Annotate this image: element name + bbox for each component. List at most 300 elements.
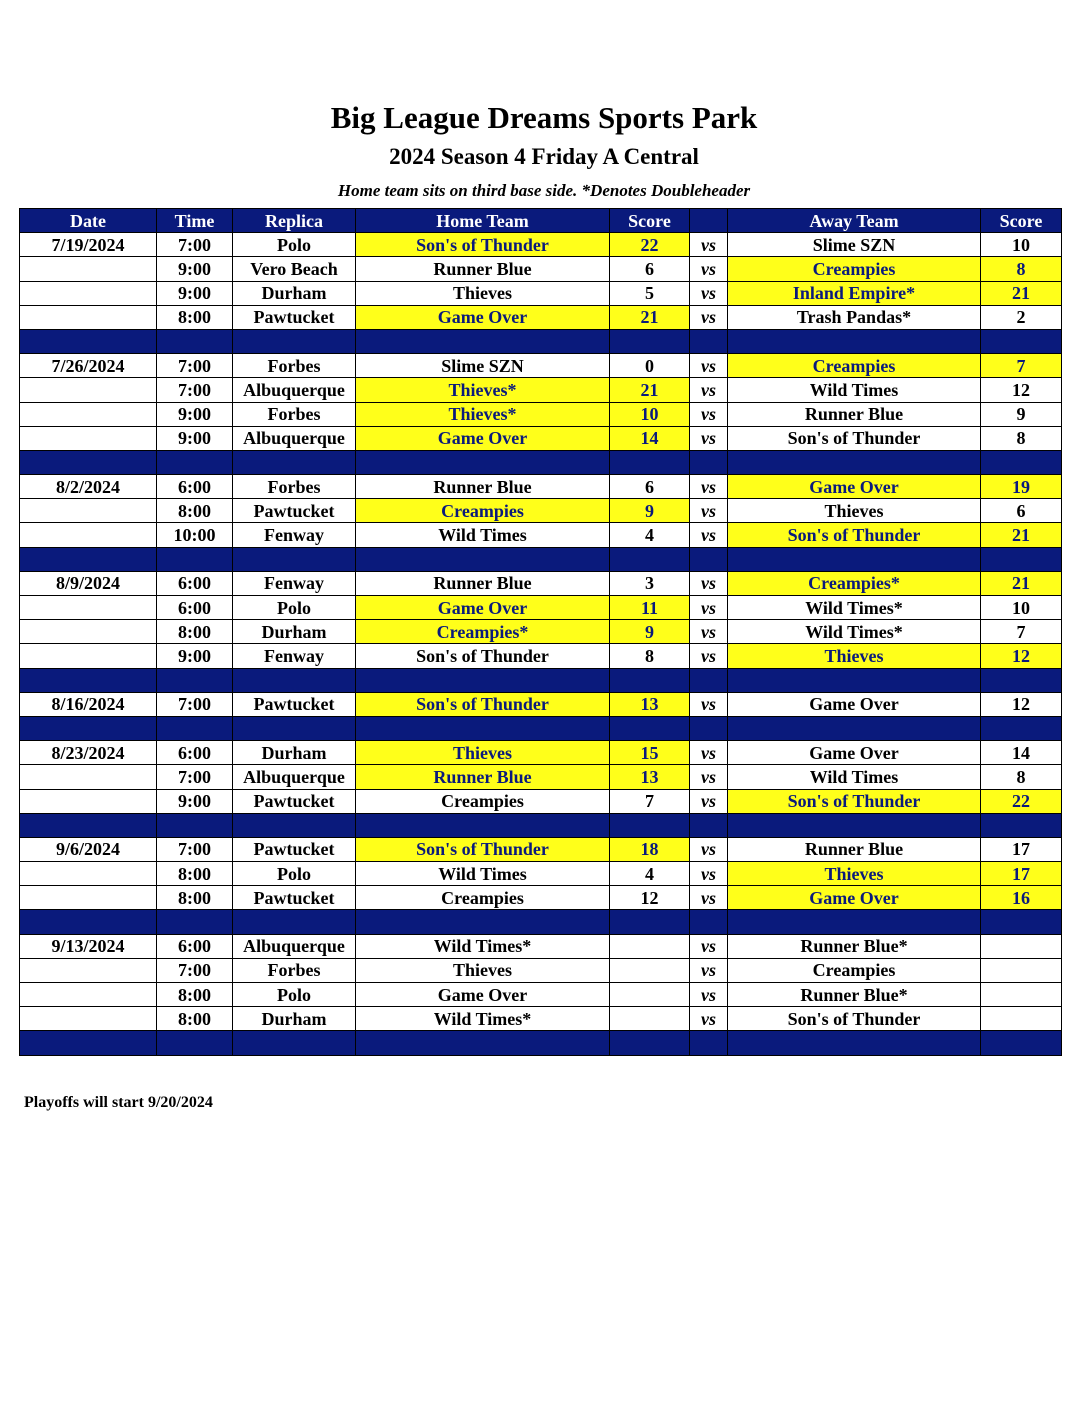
date-cell	[20, 402, 157, 426]
away-score-cell: 2	[981, 305, 1062, 329]
vs-cell: vs	[690, 1007, 728, 1031]
away-score-cell: 7	[981, 620, 1062, 644]
time-cell: 8:00	[157, 983, 233, 1007]
away-team-cell: Creampies	[728, 958, 981, 982]
separator-cell	[20, 450, 157, 474]
home-team-cell: Wild Times	[356, 523, 610, 547]
game-row	[20, 886, 1062, 910]
separator-cell	[690, 716, 728, 740]
vs-cell: vs	[690, 354, 728, 378]
away-team-cell: Game Over	[728, 741, 981, 765]
replica-cell: Albuquerque	[233, 934, 356, 958]
game-row	[20, 765, 1062, 789]
time-cell: 6:00	[157, 596, 233, 620]
time-cell: 8:00	[157, 620, 233, 644]
separator-cell	[690, 1031, 728, 1055]
separator-cell	[610, 668, 690, 692]
away-team-cell: Creampies	[728, 257, 981, 281]
away-team-cell: Wild Times*	[728, 620, 981, 644]
replica-cell: Forbes	[233, 402, 356, 426]
home-score-cell: 4	[610, 523, 690, 547]
home-team-cell: Wild Times*	[356, 1007, 610, 1031]
vs-cell: vs	[690, 934, 728, 958]
col-header-away-score: Score	[981, 209, 1062, 233]
away-team-cell: Son's of Thunder	[728, 426, 981, 450]
home-team-cell: Runner Blue	[356, 257, 610, 281]
replica-cell: Albuquerque	[233, 426, 356, 450]
date-cell	[20, 378, 157, 402]
separator-cell	[728, 813, 981, 837]
home-score-cell: 6	[610, 257, 690, 281]
home-team-cell: Son's of Thunder	[356, 692, 610, 716]
replica-cell: Albuquerque	[233, 378, 356, 402]
vs-cell: vs	[690, 596, 728, 620]
time-cell: 7:00	[157, 378, 233, 402]
away-team-cell: Game Over	[728, 886, 981, 910]
game-row	[20, 426, 1062, 450]
date-cell	[20, 958, 157, 982]
header-row	[20, 209, 1062, 233]
separator-cell	[20, 668, 157, 692]
separator-cell	[356, 547, 610, 571]
separator-cell	[690, 329, 728, 353]
separator-cell	[610, 910, 690, 934]
time-cell: 9:00	[157, 257, 233, 281]
away-team-cell: Runner Blue*	[728, 983, 981, 1007]
separator-cell	[157, 716, 233, 740]
separator-cell	[233, 329, 356, 353]
home-score-cell: 13	[610, 765, 690, 789]
time-cell: 7:00	[157, 692, 233, 716]
date-cell	[20, 281, 157, 305]
separator-cell	[728, 668, 981, 692]
away-team-cell: Wild Times	[728, 378, 981, 402]
away-score-cell: 17	[981, 837, 1062, 861]
away-team-cell: Wild Times*	[728, 596, 981, 620]
time-cell: 9:00	[157, 281, 233, 305]
col-header-replica: Replica	[233, 209, 356, 233]
separator-cell	[981, 716, 1062, 740]
col-header-away-team: Away Team	[728, 209, 981, 233]
away-score-cell: 12	[981, 692, 1062, 716]
separator-cell	[356, 1031, 610, 1055]
home-score-cell	[610, 1007, 690, 1031]
away-score-cell: 14	[981, 741, 1062, 765]
separator-cell	[690, 547, 728, 571]
date-cell: 9/6/2024	[20, 837, 157, 861]
schedule-body	[20, 233, 1062, 1055]
home-score-cell: 21	[610, 378, 690, 402]
separator-cell	[356, 813, 610, 837]
vs-cell: vs	[690, 862, 728, 886]
home-team-cell: Creampies	[356, 499, 610, 523]
home-team-cell: Son's of Thunder	[356, 233, 610, 257]
home-score-cell: 21	[610, 305, 690, 329]
away-score-cell: 10	[981, 596, 1062, 620]
home-score-cell: 6	[610, 475, 690, 499]
away-team-cell: Son's of Thunder	[728, 523, 981, 547]
away-team-cell: Son's of Thunder	[728, 1007, 981, 1031]
away-score-cell: 12	[981, 644, 1062, 668]
separator-cell	[610, 329, 690, 353]
schedule-table	[19, 208, 1062, 1056]
date-cell	[20, 305, 157, 329]
game-row	[20, 571, 1062, 595]
home-team-cell: Creampies	[356, 886, 610, 910]
away-score-cell: 6	[981, 499, 1062, 523]
separator-cell	[690, 910, 728, 934]
separator-cell	[157, 547, 233, 571]
schedule-note: Home team sits on third base side. *Denotes Doubleheader	[337, 181, 751, 200]
home-team-cell: Thieves*	[356, 402, 610, 426]
game-row	[20, 402, 1062, 426]
vs-cell: vs	[690, 402, 728, 426]
time-cell: 6:00	[157, 741, 233, 765]
game-row	[20, 620, 1062, 644]
away-team-cell: Game Over	[728, 692, 981, 716]
home-score-cell: 15	[610, 741, 690, 765]
week-separator-row	[20, 1031, 1062, 1055]
away-team-cell: Inland Empire*	[728, 281, 981, 305]
separator-cell	[356, 450, 610, 474]
home-score-cell: 13	[610, 692, 690, 716]
replica-cell: Polo	[233, 596, 356, 620]
away-score-cell	[981, 958, 1062, 982]
vs-cell: vs	[690, 765, 728, 789]
time-cell: 8:00	[157, 305, 233, 329]
away-score-cell: 8	[981, 426, 1062, 450]
home-score-cell: 3	[610, 571, 690, 595]
separator-cell	[157, 813, 233, 837]
home-team-cell: Game Over	[356, 983, 610, 1007]
separator-cell	[356, 668, 610, 692]
home-score-cell: 11	[610, 596, 690, 620]
home-score-cell: 0	[610, 354, 690, 378]
separator-cell	[20, 716, 157, 740]
home-team-cell: Runner Blue	[356, 571, 610, 595]
vs-cell: vs	[690, 958, 728, 982]
away-team-cell: Wild Times	[728, 765, 981, 789]
separator-cell	[20, 547, 157, 571]
game-row	[20, 354, 1062, 378]
separator-cell	[981, 668, 1062, 692]
time-cell: 7:00	[157, 233, 233, 257]
vs-cell: vs	[690, 281, 728, 305]
time-cell: 9:00	[157, 426, 233, 450]
separator-cell	[981, 450, 1062, 474]
date-cell	[20, 523, 157, 547]
date-cell	[20, 426, 157, 450]
separator-cell	[690, 813, 728, 837]
date-cell: 8/16/2024	[20, 692, 157, 716]
separator-cell	[157, 450, 233, 474]
game-row	[20, 281, 1062, 305]
time-cell: 9:00	[157, 402, 233, 426]
time-cell: 6:00	[157, 571, 233, 595]
away-team-cell: Runner Blue	[728, 837, 981, 861]
vs-cell: vs	[690, 257, 728, 281]
separator-cell	[728, 547, 981, 571]
time-cell: 8:00	[157, 886, 233, 910]
away-team-cell: Creampies	[728, 354, 981, 378]
replica-cell: Durham	[233, 281, 356, 305]
separator-cell	[233, 910, 356, 934]
game-row	[20, 1007, 1062, 1031]
separator-cell	[610, 547, 690, 571]
col-header-vs	[690, 209, 728, 233]
replica-cell: Fenway	[233, 523, 356, 547]
separator-cell	[20, 910, 157, 934]
separator-cell	[356, 910, 610, 934]
date-cell	[20, 789, 157, 813]
vs-cell: vs	[690, 499, 728, 523]
separator-cell	[610, 716, 690, 740]
replica-cell: Forbes	[233, 354, 356, 378]
game-row	[20, 523, 1062, 547]
separator-cell	[157, 329, 233, 353]
time-cell: 7:00	[157, 765, 233, 789]
home-team-cell: Son's of Thunder	[356, 644, 610, 668]
game-row	[20, 644, 1062, 668]
game-row	[20, 378, 1062, 402]
game-row	[20, 958, 1062, 982]
vs-cell: vs	[690, 233, 728, 257]
date-cell	[20, 983, 157, 1007]
away-score-cell	[981, 1007, 1062, 1031]
home-score-cell: 4	[610, 862, 690, 886]
away-score-cell: 21	[981, 571, 1062, 595]
separator-cell	[20, 329, 157, 353]
home-team-cell: Wild Times	[356, 862, 610, 886]
col-header-date: Date	[20, 209, 157, 233]
separator-cell	[728, 1031, 981, 1055]
away-score-cell	[981, 983, 1062, 1007]
game-row	[20, 475, 1062, 499]
playoffs-note: Playoffs will start 9/20/2024	[24, 1094, 213, 1111]
game-row	[20, 862, 1062, 886]
date-cell	[20, 886, 157, 910]
vs-cell: vs	[690, 571, 728, 595]
time-cell: 6:00	[157, 934, 233, 958]
separator-cell	[233, 668, 356, 692]
home-team-cell: Thieves*	[356, 378, 610, 402]
replica-cell: Vero Beach	[233, 257, 356, 281]
away-team-cell: Game Over	[728, 475, 981, 499]
time-cell: 8:00	[157, 862, 233, 886]
page-title: Big League Dreams Sports Park	[330, 100, 758, 135]
game-row	[20, 983, 1062, 1007]
game-row	[20, 596, 1062, 620]
home-team-cell: Thieves	[356, 281, 610, 305]
away-score-cell: 22	[981, 789, 1062, 813]
week-separator-row	[20, 716, 1062, 740]
home-score-cell: 22	[610, 233, 690, 257]
home-score-cell	[610, 983, 690, 1007]
vs-cell: vs	[690, 886, 728, 910]
replica-cell: Forbes	[233, 958, 356, 982]
game-row	[20, 233, 1062, 257]
separator-cell	[981, 547, 1062, 571]
separator-cell	[20, 813, 157, 837]
away-score-cell	[981, 934, 1062, 958]
away-score-cell: 8	[981, 765, 1062, 789]
home-score-cell	[610, 958, 690, 982]
date-cell: 7/26/2024	[20, 354, 157, 378]
time-cell: 10:00	[157, 523, 233, 547]
vs-cell: vs	[690, 741, 728, 765]
date-cell: 8/9/2024	[20, 571, 157, 595]
page-subtitle: 2024 Season 4 Friday A Central	[389, 144, 699, 169]
home-team-cell: Creampies*	[356, 620, 610, 644]
vs-cell: vs	[690, 692, 728, 716]
date-cell: 9/13/2024	[20, 934, 157, 958]
vs-cell: vs	[690, 983, 728, 1007]
week-separator-row	[20, 547, 1062, 571]
separator-cell	[157, 910, 233, 934]
separator-cell	[356, 329, 610, 353]
home-team-cell: Game Over	[356, 426, 610, 450]
away-score-cell: 17	[981, 862, 1062, 886]
separator-cell	[728, 329, 981, 353]
replica-cell: Pawtucket	[233, 305, 356, 329]
away-score-cell: 8	[981, 257, 1062, 281]
separator-cell	[157, 1031, 233, 1055]
replica-cell: Albuquerque	[233, 765, 356, 789]
time-cell: 7:00	[157, 958, 233, 982]
separator-cell	[981, 813, 1062, 837]
home-score-cell: 5	[610, 281, 690, 305]
separator-cell	[728, 716, 981, 740]
game-row	[20, 741, 1062, 765]
separator-cell	[981, 329, 1062, 353]
separator-cell	[233, 813, 356, 837]
week-separator-row	[20, 329, 1062, 353]
vs-cell: vs	[690, 620, 728, 644]
game-row	[20, 692, 1062, 716]
home-score-cell: 8	[610, 644, 690, 668]
separator-cell	[610, 1031, 690, 1055]
date-cell	[20, 620, 157, 644]
home-team-cell: Thieves	[356, 741, 610, 765]
home-score-cell: 9	[610, 499, 690, 523]
vs-cell: vs	[690, 644, 728, 668]
time-cell: 8:00	[157, 499, 233, 523]
home-team-cell: Son's of Thunder	[356, 837, 610, 861]
date-cell	[20, 765, 157, 789]
separator-cell	[610, 450, 690, 474]
replica-cell: Fenway	[233, 644, 356, 668]
home-team-cell: Runner Blue	[356, 765, 610, 789]
vs-cell: vs	[690, 789, 728, 813]
col-header-time: Time	[157, 209, 233, 233]
home-score-cell: 18	[610, 837, 690, 861]
date-cell: 8/2/2024	[20, 475, 157, 499]
away-team-cell: Slime SZN	[728, 233, 981, 257]
separator-cell	[20, 1031, 157, 1055]
away-score-cell: 9	[981, 402, 1062, 426]
replica-cell: Durham	[233, 620, 356, 644]
replica-cell: Pawtucket	[233, 499, 356, 523]
vs-cell: vs	[690, 523, 728, 547]
date-cell	[20, 1007, 157, 1031]
home-team-cell: Slime SZN	[356, 354, 610, 378]
away-team-cell: Thieves	[728, 862, 981, 886]
away-score-cell: 7	[981, 354, 1062, 378]
home-score-cell: 10	[610, 402, 690, 426]
time-cell: 7:00	[157, 837, 233, 861]
time-cell: 9:00	[157, 789, 233, 813]
replica-cell: Fenway	[233, 571, 356, 595]
game-row	[20, 837, 1062, 861]
away-team-cell: Trash Pandas*	[728, 305, 981, 329]
separator-cell	[233, 1031, 356, 1055]
separator-cell	[356, 716, 610, 740]
replica-cell: Durham	[233, 741, 356, 765]
replica-cell: Pawtucket	[233, 692, 356, 716]
separator-cell	[610, 813, 690, 837]
time-cell: 7:00	[157, 354, 233, 378]
away-score-cell: 12	[981, 378, 1062, 402]
separator-cell	[233, 716, 356, 740]
replica-cell: Polo	[233, 983, 356, 1007]
replica-cell: Durham	[233, 1007, 356, 1031]
date-cell	[20, 596, 157, 620]
week-separator-row	[20, 813, 1062, 837]
away-team-cell: Runner Blue*	[728, 934, 981, 958]
home-team-cell: Game Over	[356, 305, 610, 329]
replica-cell: Pawtucket	[233, 837, 356, 861]
away-team-cell: Son's of Thunder	[728, 789, 981, 813]
week-separator-row	[20, 910, 1062, 934]
home-score-cell: 14	[610, 426, 690, 450]
replica-cell: Polo	[233, 862, 356, 886]
home-team-cell: Creampies	[356, 789, 610, 813]
col-header-home-score: Score	[610, 209, 690, 233]
separator-cell	[157, 668, 233, 692]
replica-cell: Polo	[233, 233, 356, 257]
game-row	[20, 305, 1062, 329]
away-team-cell: Creampies*	[728, 571, 981, 595]
separator-cell	[728, 910, 981, 934]
date-cell	[20, 257, 157, 281]
home-score-cell: 12	[610, 886, 690, 910]
replica-cell: Pawtucket	[233, 789, 356, 813]
vs-cell: vs	[690, 475, 728, 499]
separator-cell	[728, 450, 981, 474]
game-row	[20, 789, 1062, 813]
vs-cell: vs	[690, 426, 728, 450]
away-team-cell: Thieves	[728, 499, 981, 523]
game-row	[20, 499, 1062, 523]
date-cell	[20, 862, 157, 886]
home-team-cell: Runner Blue	[356, 475, 610, 499]
away-team-cell: Thieves	[728, 644, 981, 668]
away-score-cell: 21	[981, 281, 1062, 305]
col-header-home-team: Home Team	[356, 209, 610, 233]
vs-cell: vs	[690, 837, 728, 861]
home-score-cell: 7	[610, 789, 690, 813]
replica-cell: Forbes	[233, 475, 356, 499]
game-row	[20, 257, 1062, 281]
game-row	[20, 934, 1062, 958]
away-score-cell: 10	[981, 233, 1062, 257]
week-separator-row	[20, 668, 1062, 692]
away-score-cell: 19	[981, 475, 1062, 499]
time-cell: 9:00	[157, 644, 233, 668]
home-score-cell	[610, 934, 690, 958]
separator-cell	[233, 547, 356, 571]
separator-cell	[981, 1031, 1062, 1055]
